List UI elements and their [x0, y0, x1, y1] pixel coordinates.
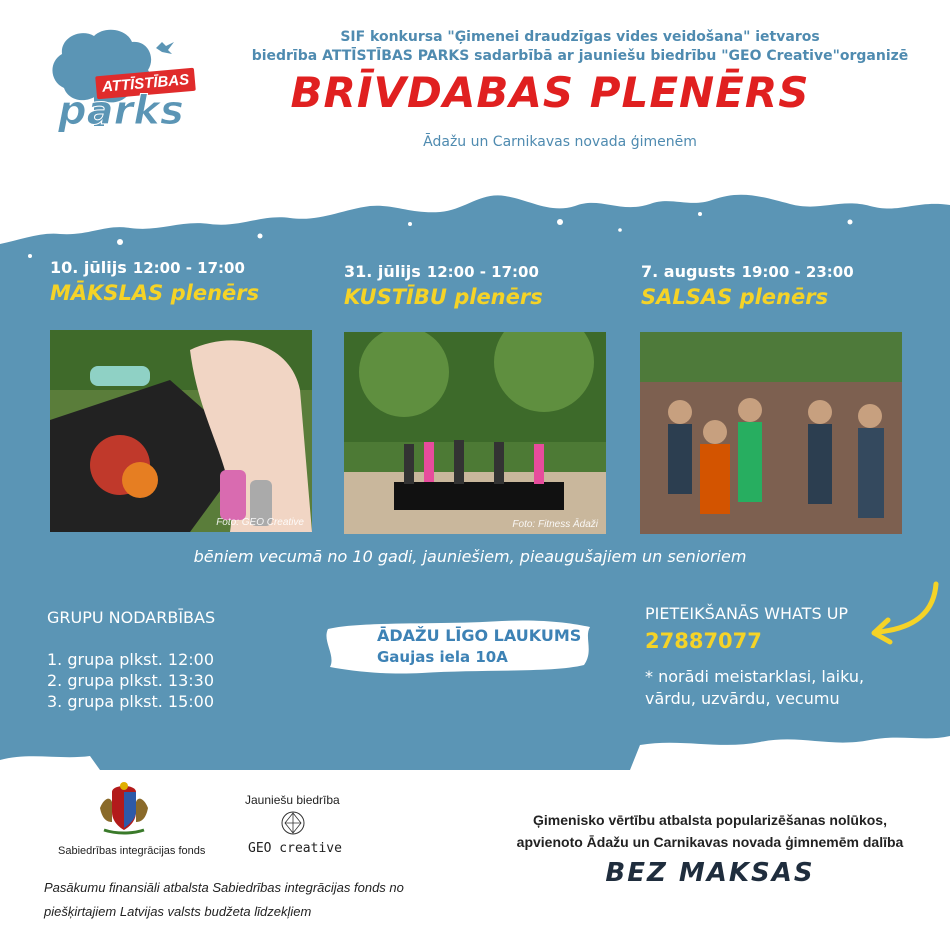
geo-creative-logo-icon [280, 810, 306, 836]
geo-label: Jauniešu biedrība [245, 793, 340, 807]
logo-word: parks [58, 88, 184, 134]
photo-movement-plenair [344, 332, 606, 534]
funding-note: Pasākumu finansiāli atbalsta Sabiedrības integrācijas fonds no piešķirtajiem Latvijas valsts budžeta līdzekļiem [44, 880, 404, 919]
signup-note: * norādi meistarklasi, laiku, vārdu, uzvārdu, vecumu [645, 667, 865, 708]
event-date: 10. jūlijs [50, 258, 127, 277]
event-time: 12:00 - 17:00 [426, 263, 539, 281]
header-line-1: SIF konkursa "Ģimenei draudzīgas vides veidošana" ietvaros [340, 29, 820, 45]
page-subtitle: Ādažu un Carnikavas novada ģimenēm [423, 134, 697, 150]
photo-credit: Foto: Fitness Ādaži [512, 519, 598, 530]
photo-salsa-plenair [640, 332, 902, 534]
geo-name: GEO creative [248, 841, 342, 856]
group-schedule-title: GRUPU NODARBĪBAS [47, 608, 216, 627]
event-2 [344, 262, 543, 309]
audience-text: bēniem vecumā no 10 gadi, jauniešiem, pieaugušajiem un senioriem [193, 547, 747, 566]
signup-title: PIETEIKŠANĀS WHATS UP [645, 604, 849, 623]
arrow-icon [858, 580, 942, 650]
event-1 [50, 258, 259, 305]
event-name: MĀKSLAS plenērs [50, 281, 260, 305]
latvia-coat-of-arms-icon [98, 778, 150, 836]
header-line-2: biedrība ATTĪSTĪBAS PARKS sadarbībā ar jauniešu biedrību "GEO Creative"organizē [251, 48, 909, 64]
event-date: 7. augusts [641, 262, 736, 281]
event-date-row [344, 262, 543, 281]
group-item: 2. grupa plkst. 13:30 [47, 671, 215, 690]
event-time: 19:00 - 23:00 [741, 263, 854, 281]
event-date-row [50, 258, 259, 277]
venue-address: Gaujas iela 10A [377, 648, 508, 666]
attistibas-parks-logo [44, 26, 204, 148]
photo-credit: Foto: GEO Creative [216, 517, 304, 528]
signup-info [645, 604, 885, 710]
event-time: 12:00 - 17:00 [132, 259, 245, 277]
group-item: 1. grupa plkst. 12:00 [47, 650, 215, 669]
sif-name: Sabiedrības integrācijas fonds [58, 845, 206, 857]
values-line: Ģimenisko vērtību atbalsta popularizēšanas nolūkos, [533, 812, 887, 828]
free-badge: BEZ MAKSAS [605, 858, 815, 888]
signup-phone[interactable]: 27887077 [645, 629, 762, 653]
values-text [492, 809, 928, 853]
venue-badge [322, 617, 594, 675]
group-schedule [47, 608, 215, 712]
values-line: apvienoto Ādažu un Carnikavas novada ģimnemēm dalība [516, 834, 904, 850]
logo-tag: ATTĪSTĪBAS [95, 68, 196, 100]
event-3 [641, 262, 854, 309]
venue-name: ĀDAŽU LĪGO LAUKUMS [377, 626, 582, 645]
event-name: SALSAS plenērs [641, 285, 829, 309]
event-date: 31. jūlijs [344, 262, 421, 281]
event-date-row [641, 262, 854, 281]
event-name: KUSTĪBU plenērs [344, 285, 543, 309]
page-title: BRĪVDABAS PLENĒRS [290, 68, 810, 117]
group-item: 3. grupa plkst. 15:00 [47, 692, 215, 711]
photo-art-plenair [50, 330, 312, 532]
